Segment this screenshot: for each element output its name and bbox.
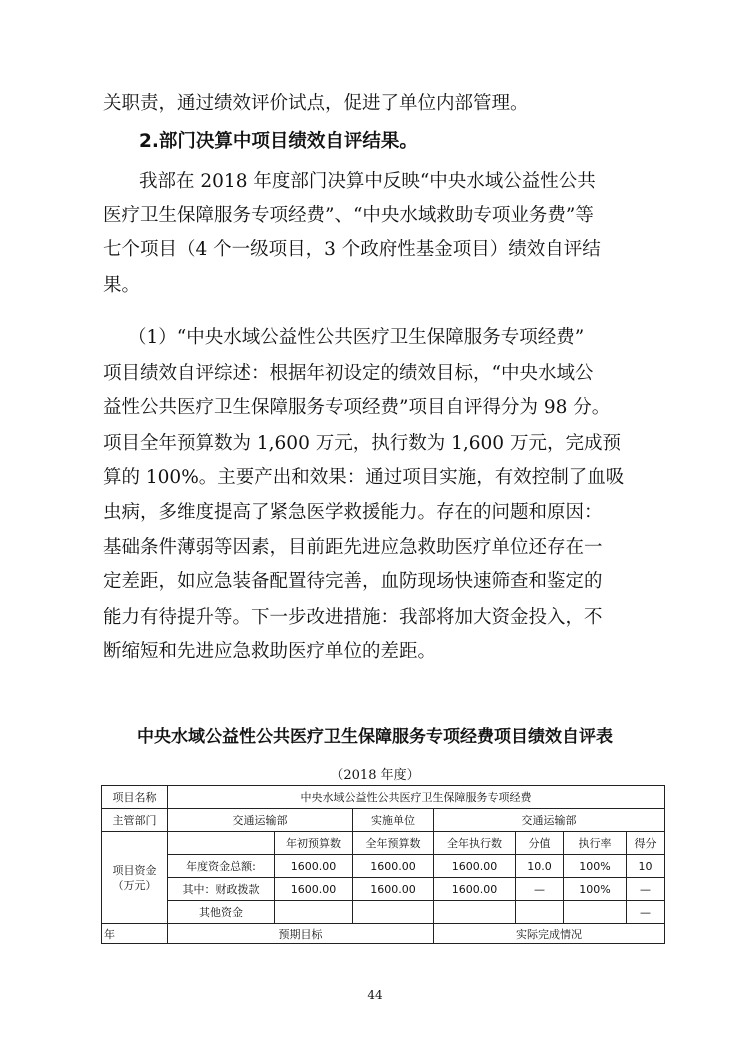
impl-label: 实施单位 [353, 809, 434, 832]
paragraph-line: 能力有待提升等。下一步改进措施：我部将加大资金投入，不 [103, 607, 603, 628]
row-label: 其他资金 [168, 901, 275, 924]
project-name-value: 中央水域公益性公共医疗卫生保障服务专项经费 [168, 786, 665, 809]
table-cell: 1600.00 [275, 855, 353, 878]
table-cell: 1600.00 [275, 878, 353, 901]
row-label: 年度资金总额: [168, 855, 275, 878]
header-cell: 全年预算数 [353, 832, 434, 855]
dept-label: 主管部门 [102, 809, 168, 832]
paragraph-line: 我部在 2018 年度部门决算中反映“中央水域公益性公共 [139, 171, 596, 192]
page-number: 44 [367, 988, 383, 1002]
header-cell: 全年执行数 [434, 832, 516, 855]
paragraph-line: 断缩短和先进应急救助医疗单位的差距。 [103, 641, 437, 662]
year-col-cell: 年 [102, 924, 168, 944]
table-cell: 1600.00 [353, 878, 434, 901]
paragraph-line: 七个项目（4 个一级项目，3 个政府性基金项目）绩效自评结 [103, 239, 601, 260]
table-cell: — [627, 878, 665, 901]
row-label: 其中：财政拨款 [168, 878, 275, 901]
table-cell [516, 901, 564, 924]
performance-table [101, 785, 665, 944]
paragraph-line: 算的 100%。主要产出和效果：通过项目实施，有效控制了血吸 [103, 467, 625, 488]
table-cell: 1600.00 [353, 855, 434, 878]
table-cell: — [627, 901, 665, 924]
paragraph-line: 定差距，如应急装备配置待完善，血防现场快速筛查和鉴定的 [103, 571, 603, 592]
table-cell: 100% [564, 855, 627, 878]
table-cell [434, 901, 516, 924]
header-cell-empty [168, 832, 275, 855]
paragraph-line: 虫病，多维度提高了紧急医学救援能力。存在的问题和原因： [103, 502, 603, 523]
project-name-label: 项目名称 [102, 786, 168, 809]
header-cell: 得分 [627, 832, 665, 855]
table-cell: 100% [564, 878, 627, 901]
dept-value: 交通运输部 [168, 809, 353, 832]
impl-value: 交通运输部 [434, 809, 665, 832]
expected-goals-header: 预期目标 [168, 924, 434, 944]
paragraph-line: 项目全年预算数为 1,600 万元，执行数为 1,600 万元，完成预 [103, 433, 621, 454]
paragraph-line: 关职责，通过绩效评价试点，促进了单位内部管理。 [103, 93, 529, 114]
table-cell: 1600.00 [434, 855, 516, 878]
table-cell: — [516, 878, 564, 901]
actual-completion-header: 实际完成情况 [434, 924, 665, 944]
table-cell [275, 901, 353, 924]
table-year: （2018 年度） [330, 768, 420, 783]
paragraph-line: 果。 [103, 275, 141, 296]
header-cell: 执行率 [564, 832, 627, 855]
table-cell: 10 [627, 855, 665, 878]
header-cell: 年初预算数 [275, 832, 353, 855]
table-cell [353, 901, 434, 924]
table-cell: 1600.00 [434, 878, 516, 901]
paragraph-line: 基础条件薄弱等因素，目前距先进应急救助医疗单位还存在一 [103, 537, 603, 558]
paragraph-line: （1）“中央水域公益性公共医疗卫生保障服务专项经费” [128, 327, 585, 348]
table-cell: 10.0 [516, 855, 564, 878]
header-cell: 分值 [516, 832, 564, 855]
paragraph-line: 益性公共医疗卫生保障服务专项经费”项目自评得分为 98 分。 [103, 397, 611, 418]
section-heading: 2.部门决算中项目绩效自评结果。 [139, 131, 418, 152]
paragraph-line: 项目绩效自评综述：根据年初设定的绩效目标，“中央水域公 [103, 363, 594, 384]
table-title: 中央水域公益性公共医疗卫生保障服务专项经费项目绩效自评表 [137, 727, 613, 747]
paragraph-line: 医疗卫生保障服务专项经费”、“中央水域救助专项业务费”等 [103, 205, 594, 226]
table-cell [564, 901, 627, 924]
funds-label: 项目资金（万元） [102, 832, 168, 924]
